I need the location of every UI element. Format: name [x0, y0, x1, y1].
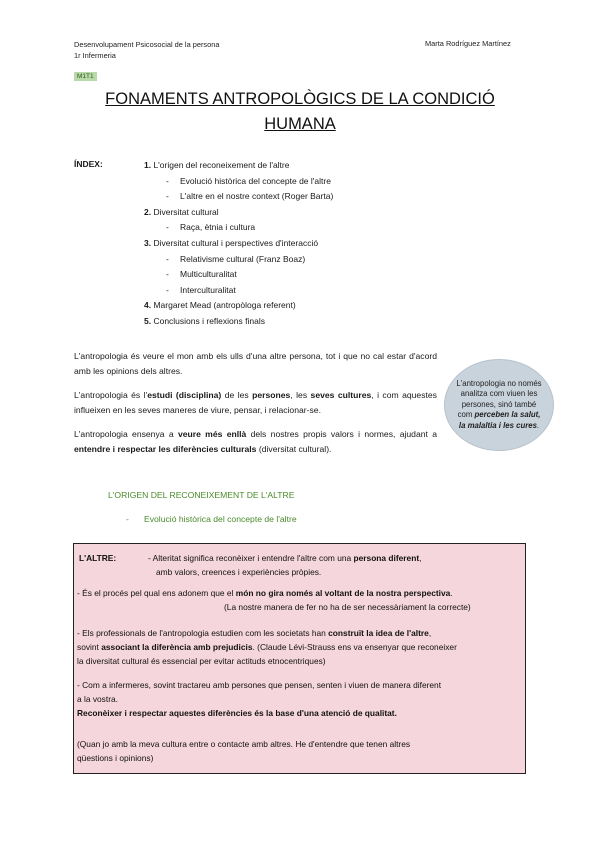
- box-line: (La nostre manera de fer no ha de ser necessàriament la correcte): [224, 602, 471, 612]
- box-line: amb valors, creences i experiències pròpies.: [156, 567, 322, 577]
- text-bold: persones: [252, 390, 291, 400]
- text-bold: seves cultures: [310, 390, 372, 400]
- box-line: [77, 586, 453, 601]
- text-bold: construït la idea de l'altre: [328, 628, 429, 638]
- dash: -: [166, 191, 169, 202]
- box-line: [77, 640, 457, 655]
- index-sub: [144, 283, 333, 299]
- index-text: Diversitat cultural: [151, 206, 219, 217]
- index-sub: [144, 252, 333, 268]
- text-run: .: [450, 588, 453, 598]
- index-sub: [144, 189, 333, 205]
- header-course: Desenvolupament Psicosocial de la persona: [74, 40, 220, 49]
- dash: -: [166, 175, 169, 186]
- index-item-2: [144, 205, 333, 221]
- module-tag: M1T1: [74, 72, 97, 81]
- text-run: , les: [290, 390, 311, 400]
- index-text: L'origen del reconeixement de l'altre: [151, 160, 290, 170]
- definition-box: [73, 543, 526, 774]
- box-line: [77, 706, 397, 721]
- text-run: . (Claude Lévi-Strauss ens va ensenyar que reconeixer: [252, 642, 457, 652]
- box-line: [77, 626, 431, 641]
- text-run: sovint: [77, 642, 102, 652]
- index-sub-text: Evolució històrica del concepte de l'altre: [180, 175, 331, 186]
- dash: -: [166, 222, 169, 233]
- text-bold: món no gira només al voltant de la nostra perspectiva: [235, 588, 451, 598]
- dash: -: [166, 253, 169, 264]
- callout-oval: [444, 359, 554, 451]
- text-bold: entendre i respectar les diferències culturals: [74, 444, 257, 454]
- section-subheading-text: Evolució històrica del concepte de l'altre: [144, 514, 297, 524]
- dash: -: [166, 269, 169, 280]
- text-run: .: [536, 420, 540, 430]
- text-run: L'antropologia no només analitza com viuen les persones, sinó també com: [456, 378, 542, 420]
- box-line: - Com a infermeres, sovint tractareu amb persones que pensen, senten i viuen de manera diferent: [77, 680, 442, 690]
- dash: -: [166, 284, 169, 295]
- box-line: [148, 551, 421, 566]
- index-item-1: [144, 158, 333, 174]
- header-author: Marta Rodríguez Martínez: [425, 39, 511, 48]
- text-run: L'antropologia és l': [74, 390, 148, 400]
- text-bold: estudi (disciplina): [147, 390, 222, 400]
- text-bold: associant la diferència amb prejudicis: [101, 642, 253, 652]
- section-heading: L'ORIGEN DEL RECONEIXEMENT DE L'ALTRE: [108, 490, 295, 500]
- box-line: qüestions i opinions): [77, 753, 154, 763]
- index-sub: [144, 174, 333, 190]
- index-sub-text: L'altre en el nostre context (Roger Barta): [180, 191, 334, 202]
- intro-paragraph-1: L'antropologia és veure el mon amb els ulls d'una altre persona, tot i que no cal estar d'acord amb les opinions dels altres.: [74, 351, 437, 376]
- text-run: de les: [221, 390, 253, 400]
- box-line: (Quan jo amb la meva cultura entre o contacte amb altres. He d'entendre que tenen altres: [77, 739, 411, 749]
- box-line: la diversitat cultural és essencial per evitar actituds etnocentriques): [77, 656, 326, 666]
- intro-paragraph-3: [74, 427, 437, 457]
- intro-paragraph-2: [74, 388, 437, 418]
- index-item-5: [144, 314, 333, 330]
- index-sub: [144, 220, 333, 236]
- index-num: 5.: [144, 315, 152, 326]
- header-program: 1r Infermeria: [74, 51, 116, 60]
- index-sub-text: Multiculturalitat: [180, 269, 237, 280]
- text-run: - Els professionals de l'antropologia estudien com les societats han: [77, 628, 329, 638]
- index-item-4: [144, 298, 333, 314]
- callout-text: [455, 379, 543, 432]
- index-num: 3.: [144, 237, 152, 248]
- header-left: [74, 39, 219, 61]
- index-text: Diversitat cultural i perspectives d'interacció: [151, 237, 319, 248]
- section-subheading: [126, 514, 297, 524]
- text-run: , i com aquestes influeixen en les seves maneres de viure, pensar, i relacionar-se.: [74, 390, 437, 415]
- dash: -: [126, 514, 129, 524]
- page-title: FONAMENTS ANTROPOLÒGICS DE LA CONDICIÓ HUMANA: [105, 90, 495, 133]
- index-num: 4.: [144, 300, 152, 311]
- text-run: - Alteritat significa reconèixer i entendre l'altre com una: [148, 553, 354, 563]
- text-run: ,: [428, 628, 432, 638]
- index-sub: [144, 267, 333, 283]
- text-run: dels nostres propis valors i normes, ajudant a: [246, 429, 437, 439]
- index-sub-text: Raça, ètnia i cultura: [180, 222, 256, 233]
- index-num: 1.: [144, 160, 152, 170]
- text-run: ,: [419, 553, 422, 563]
- index-list: [144, 158, 333, 330]
- text-bold: L'ALTRE:: [79, 553, 117, 563]
- text-bold: Reconèixer i respectar aquestes diferències és la base d'una atenció de qualitat.: [77, 708, 397, 718]
- index-sub-text: Interculturalitat: [180, 284, 236, 295]
- index-text: Conclusions i reflexions finals: [151, 315, 265, 326]
- text-bold: perceben la salut, la malaltia i les cures: [458, 410, 541, 430]
- index-item-3: [144, 236, 333, 252]
- box-label: [79, 551, 116, 566]
- box-line: a la vostra.: [77, 694, 118, 704]
- index-label: ÍNDEX:: [74, 159, 103, 169]
- index-sub-text: Relativisme cultural (Franz Boaz): [180, 253, 306, 264]
- index-num: 2.: [144, 206, 152, 217]
- text-bold: veure més enllà: [177, 429, 247, 439]
- text-run: - És el procés pel qual ens adonem que el: [77, 588, 236, 598]
- text-bold: persona diferent: [353, 553, 420, 563]
- text-run: L'antropologia ensenya a: [74, 429, 178, 439]
- text-run: (diversitat cultural).: [256, 444, 332, 454]
- index-text: Margaret Mead (antropòloga referent): [151, 300, 296, 311]
